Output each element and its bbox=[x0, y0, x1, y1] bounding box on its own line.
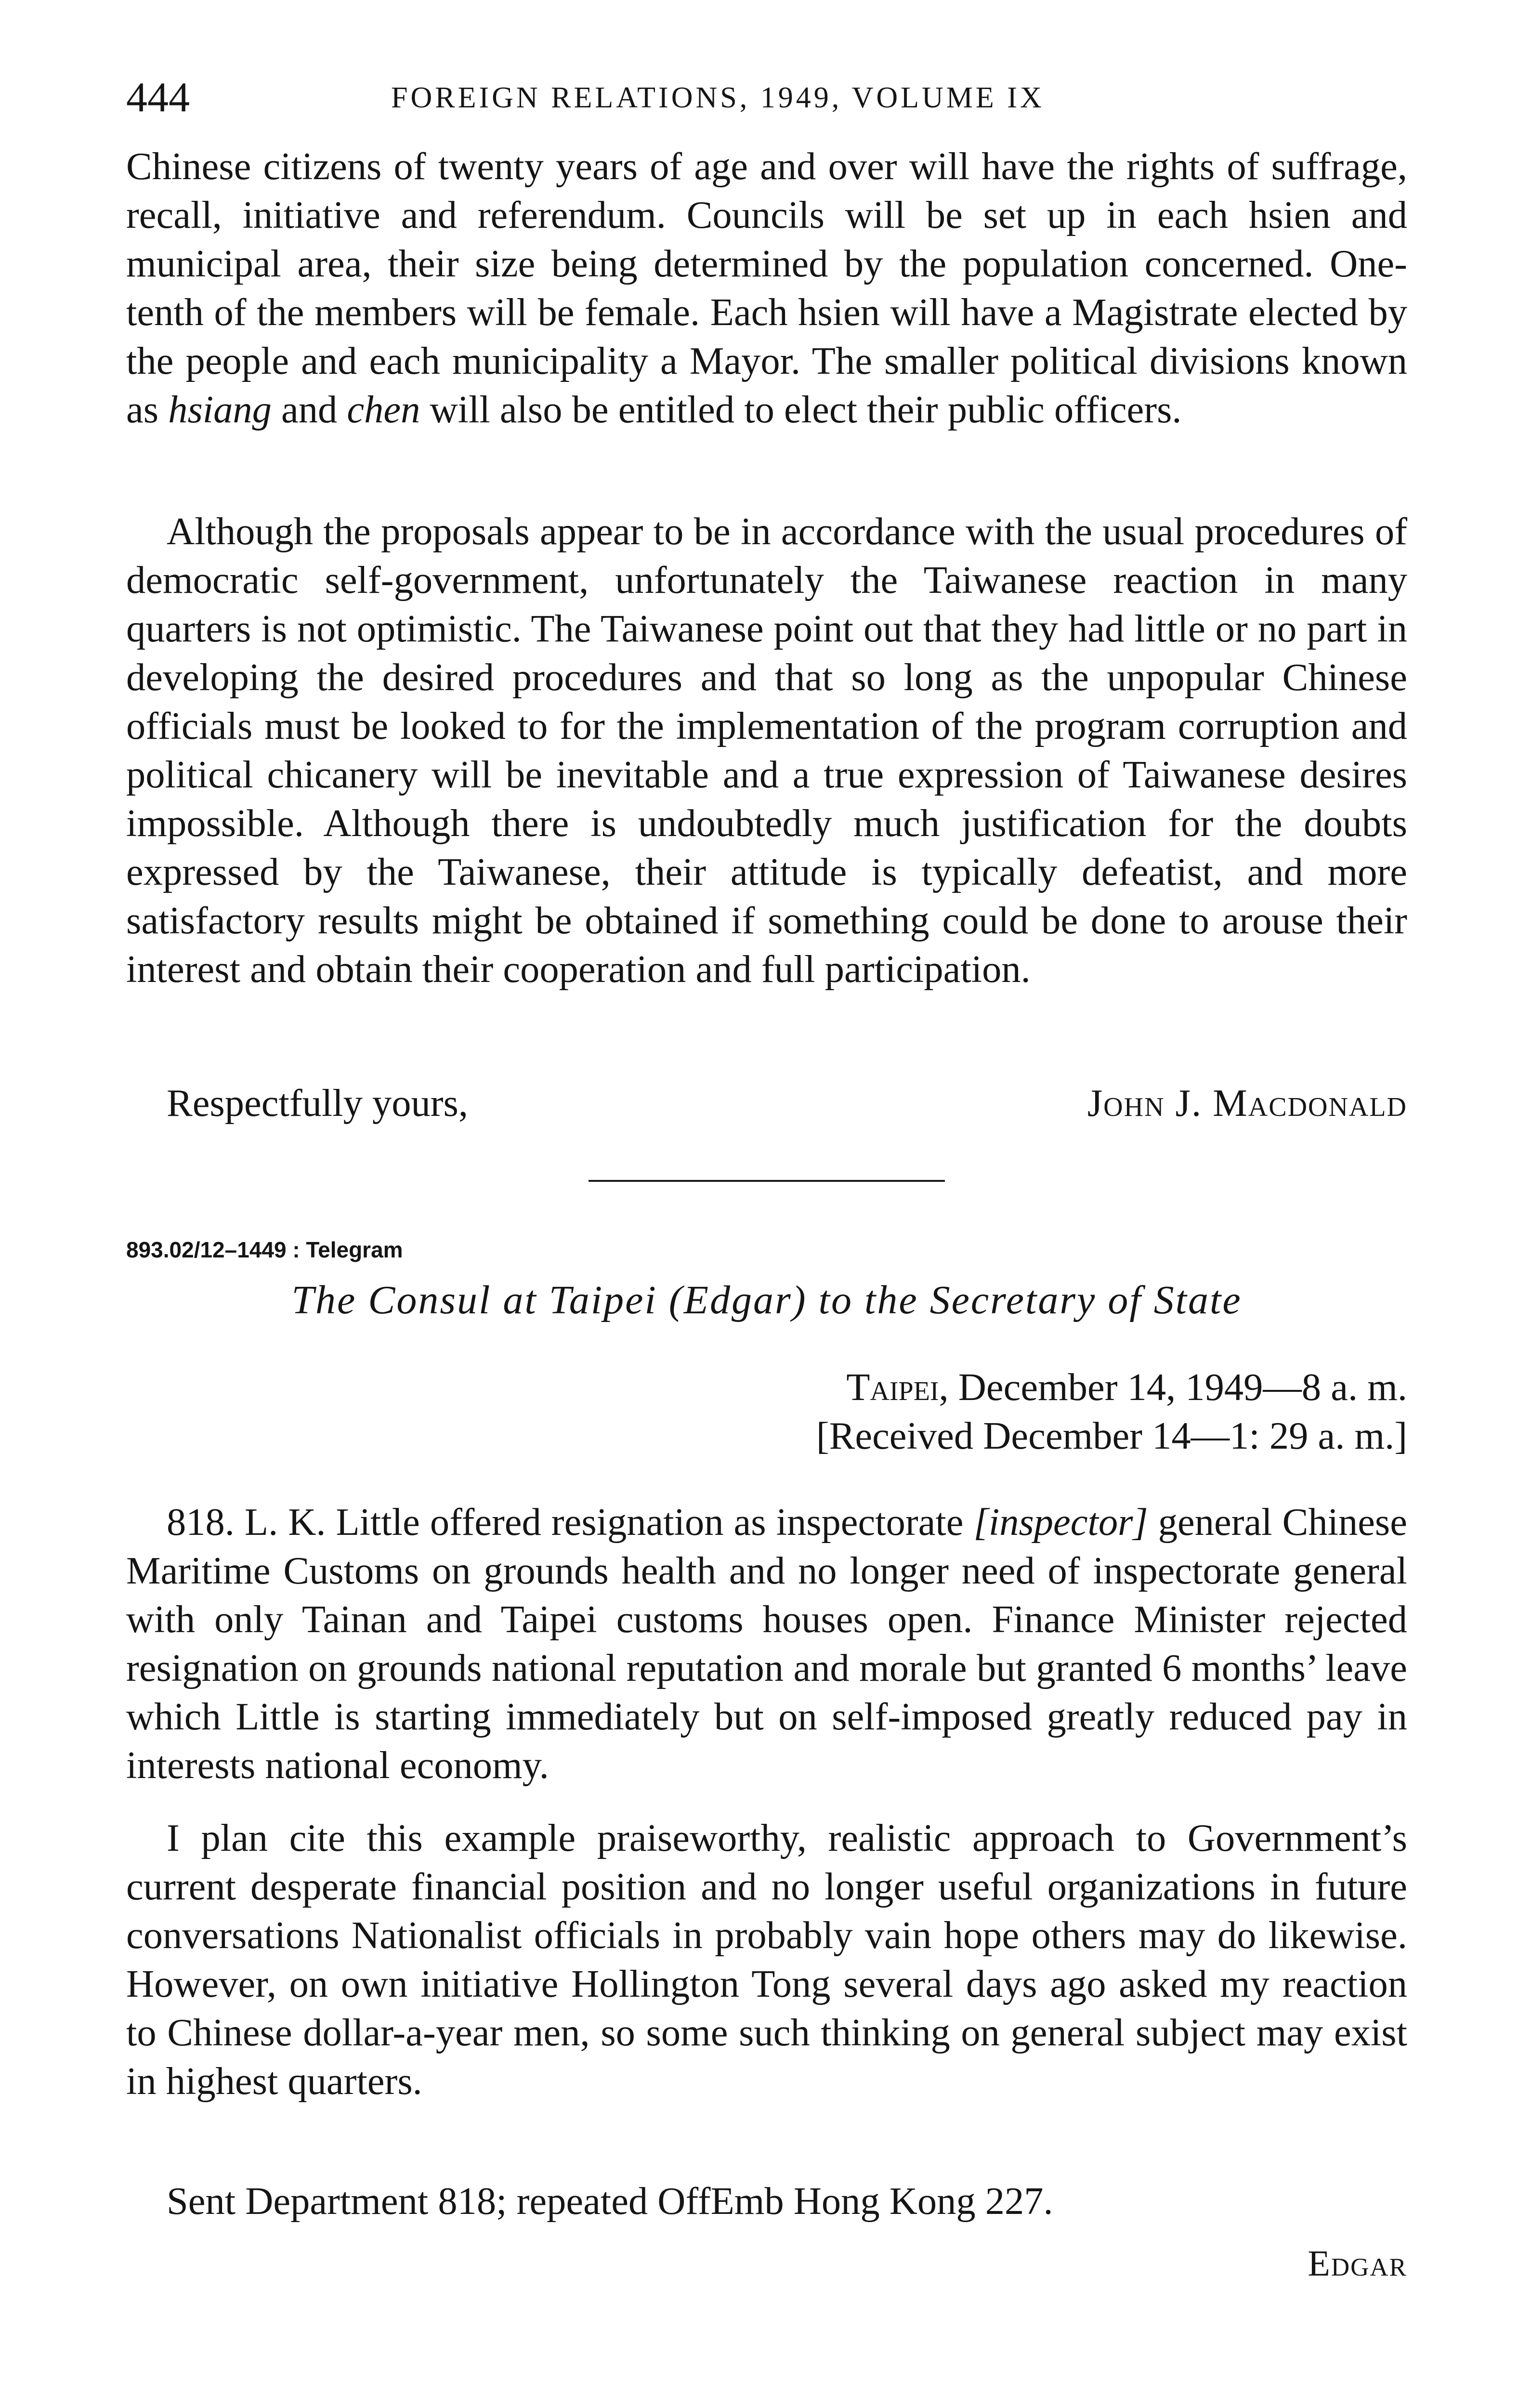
page-header bbox=[126, 71, 1407, 124]
telegram-paragraph-1: 818. L. K. Little offered resignation as inspectorate [inspector] general Chinese Maritime Customs on grounds health and no longer need of inspectorate general with only Tainan and Taipei customs houses open. Finance Minister rejected resignation on grounds national reputation and morale but granted 6 months’ leave which Little is starting immediately but on self-imposed greatly reduced pay in interests national economy. bbox=[126, 1501, 1407, 1787]
term-chen: chen bbox=[347, 388, 420, 431]
page-number: 444 bbox=[126, 74, 190, 121]
dateline-sent bbox=[816, 1363, 1407, 1412]
document-title: The Consul at Taipei (Edgar) to the Secretary of State bbox=[291, 1278, 1242, 1322]
dateline bbox=[816, 1363, 1407, 1460]
telegram-paragraph-3: Sent Department 818; repeated OffEmb Hong Kong 227. bbox=[167, 2180, 1053, 2223]
letter-paragraph-2: Although the proposals appear to be in accordance with the usual procedures of democratic self-government, unfortunately the Taiwanese reaction in many quarters is not optimistic. The Taiwanese point out that they had little or no part in developing the desired procedures and that so long as the unpopular Chinese officials must be looked to for the implementation of the program corruption and political chicanery will be inevitable and a true expression of Taiwanese desires impossible. Although there is undoubtedly much justification for the doubts expressed by the Taiwanese, their attitude is typically defeatist, and more satisfactory results might be obtained if something could be done to arouse their interest and obtain their cooperation and full participation. bbox=[126, 510, 1407, 991]
letter-closing bbox=[126, 1079, 1407, 1127]
dateline-received: [Received December 14—1: 29 a. m.] bbox=[816, 1414, 1407, 1457]
telegram-paragraph-2: I plan cite this example praiseworthy, realistic approach to Government’s current desperate financial position and no longer useful organizations in future conversations Nationalist officials in probably vain hope others may do likewise. However, on own initiative Hollington Tong several days ago asked my reaction to Chinese dollar-a-year men, so some such thinking on general subject may exist in highest quarters. bbox=[126, 1817, 1407, 2103]
section-divider bbox=[589, 1180, 945, 1182]
letter-signature: John J. Macdonald bbox=[1087, 1082, 1407, 1125]
dateline-date: December 14, 1949—8 a. m. bbox=[948, 1366, 1407, 1409]
dateline-place: Taipei, bbox=[846, 1366, 949, 1409]
editorial-insertion: [inspector] bbox=[973, 1501, 1148, 1544]
running-head: FOREIGN RELATIONS, 1949, VOLUME IX bbox=[391, 81, 1045, 114]
letter-paragraph-1: Chinese citizens of twenty years of age and over will have the rights of suffrage, recall, initiative and referendum. Councils will be set up in each hsien and municipal area, their size being determined by the population concerned. One-tenth of the members will be female. Each hsien will have a Magistrate elected by the people and each municipality a Mayor. The smaller political divisions known as hsiang and chen will also be entitled to elect their public officers. bbox=[126, 145, 1407, 431]
telegram-signature: Edgar bbox=[1308, 2243, 1407, 2284]
file-reference: 893.02/12–1449 : Telegram bbox=[126, 1237, 403, 1262]
term-hsiang: hsiang bbox=[168, 388, 272, 431]
closing-salutation: Respectfully yours, bbox=[167, 1082, 468, 1125]
